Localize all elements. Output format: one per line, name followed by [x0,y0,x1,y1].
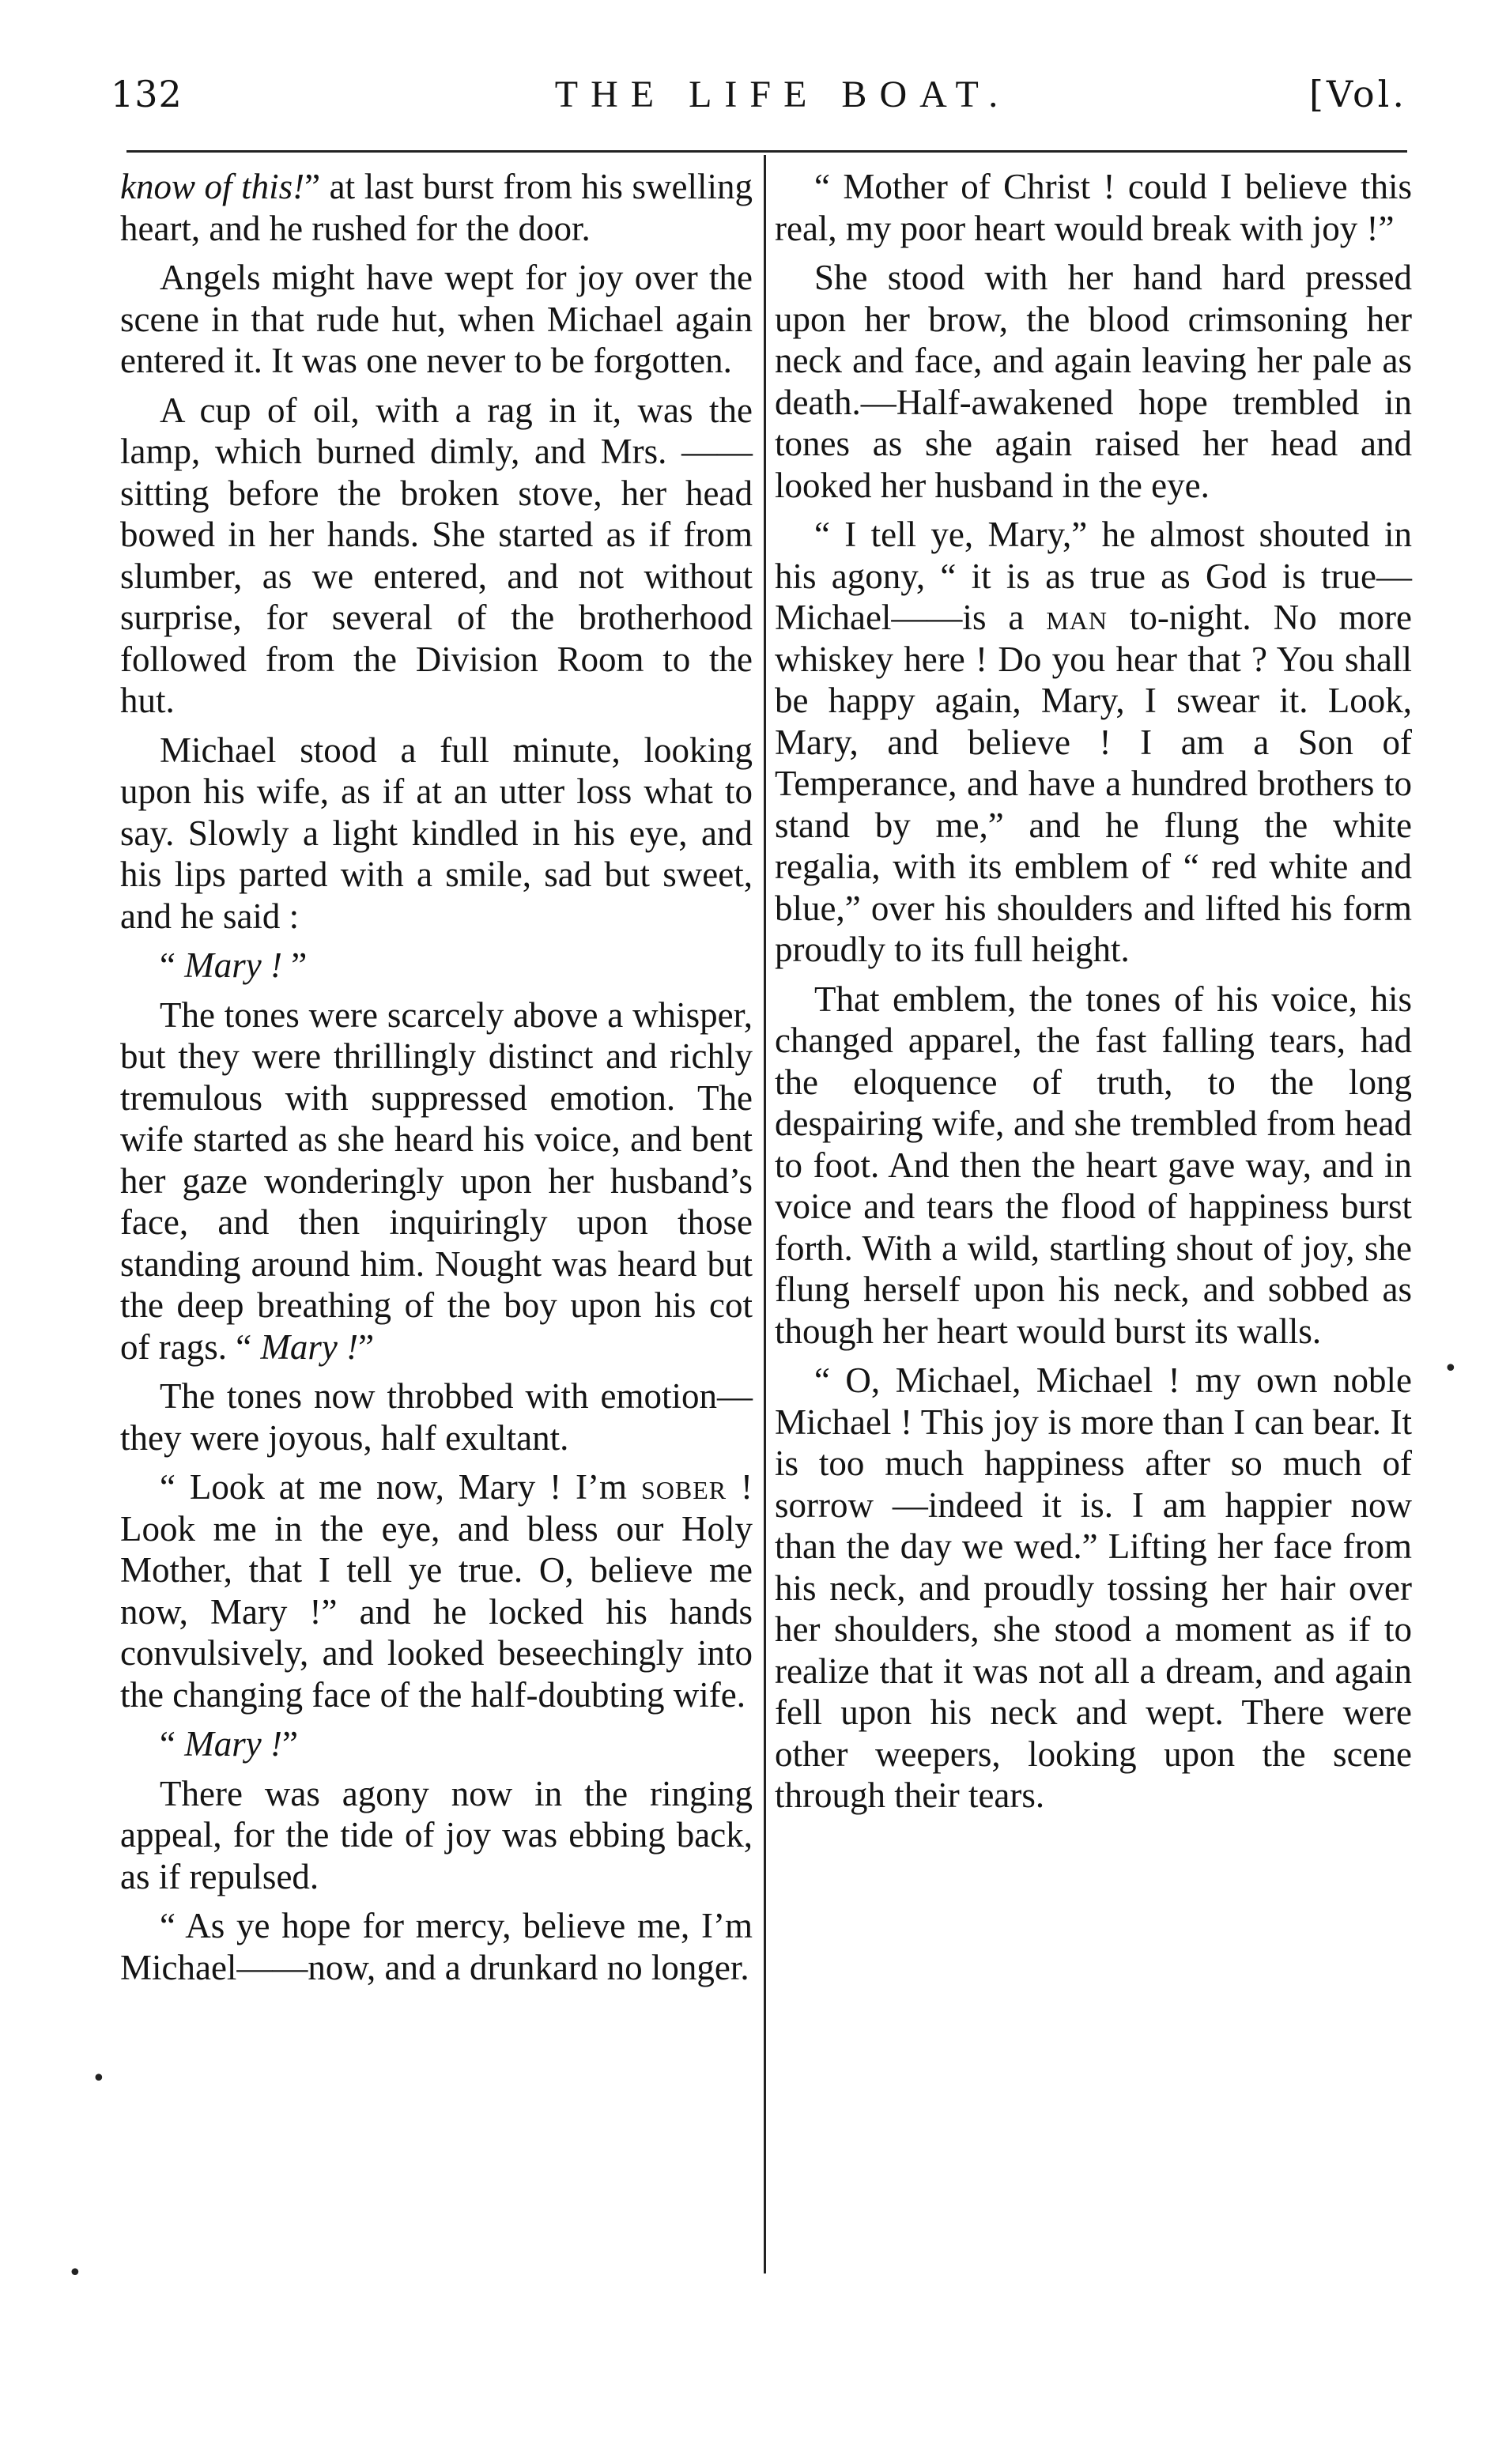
paragraph: There was agony now in the ringing appeal, for the tide of joy was ebbing back, as if repulsed. [120,1773,753,1896]
right-column [775,166,1412,1824]
paragraph: know of this!” at last burst from his swelling heart, and he rushed for the door. [120,167,753,248]
paragraph: “ Mary !” [160,1724,298,1764]
paragraph: “ As ye hope for mercy, believe me, I’m Michael——now, and a drunkard no longer. [120,1906,753,1987]
ink-speck: • [68,2259,82,2287]
paragraph: “ Mother of Christ ! could I believe this real, my poor heart would break with joy !” [775,167,1412,248]
page-header [111,73,1407,128]
ink-speck: • [1444,1355,1458,1383]
paragraph: Michael stood a full minute, looking upon his wife, as if at an utter loss what to say. Slowly a light kindled in his eye, and his lips parted with a smile, sad but sweet, and he said : [120,730,753,936]
page-number: 132 [111,73,183,115]
paragraph: A cup of oil, with a rag in it, was the lamp, which burned dimly, and Mrs. —— sitting before the broken stove, her head bowed in her hands. She started as if from slumber, as we entered, and not without surprise, for several of the brotherhood followed from the Division Room to the hut. [120,390,753,720]
paragraph: “ O, Michael, Michael ! my own noble Michael ! This joy is more than I can bear. It is too much happiness after so much of sorrow —indeed it is. I am happier now than the day we wed.” Lifting her face from his neck, and proudly tossing her hair over her shoulders, she stood a moment as if to realize that it was not all a dream, and again fell upon his neck and wept. There were other weepers, looking upon the scene through their tears. [775,1360,1412,1815]
column-divider [764,155,766,2273]
paragraph: “ I tell ye, Mary,” he almost shouted in his agony, “ it is as true as God is true—Michael——is a man to-night. No more whiskey here ! Do you hear that ? You shall be happy again, Mary, I swear it. Look, Mary, and believe ! I am a Son of Temperance, and have a hundred brothers to stand by me,” and he flung the white regalia, with its emblem of “ red white and blue,” over his shoulders and lifted his form proudly to its full height. [775,515,1412,969]
paragraph: “ Mary ! ” [160,945,308,985]
ink-speck: • [92,2065,106,2092]
volume-label: [Vol. [1309,73,1407,115]
paragraph: That emblem, the tones of his voice, his changed apparel, the fast falling tears, had the eloquence of truth, to the long despairing wife, and she trembled from head to foot. And then the heart gave way, and in voice and tears the flood of happiness burst forth. With a wild, startling shout of joy, she flung herself upon his neck, and sobbed as though her heart would burst its walls. [775,979,1412,1351]
paragraph: Angels might have wept for joy over the scene in that rude hut, when Michael again entered it. It was one never to be forgotten. [120,258,753,380]
paragraph: The tones were scarcely above a whisper, but they were thrillingly distinct and richly tremulous with suppressed emotion. The wife started as she heard his voice, and bent her gaze wonderingly upon her husband’s face, and then inquiringly upon those standing around him. Nought was heard but the deep breathing of the boy upon his cot of rags. “ Mary !” [120,994,753,1367]
paragraph: She stood with her hand hard pressed upon her brow, the blood crimsoning her neck and face, and again leaving her pale as death.—Half-awakened hope trembled in tones as she again raised her head and looked her husband in the eye. [775,258,1412,505]
paragraph: The tones now throbbed with emotion—they were joyous, half exultant. [120,1376,753,1458]
paragraph: “ Look at me now, Mary ! I’m sober ! Look me in the eye, and bless our Holy Mother, that I tell ye true. O, believe me now, Mary !” and he locked his hands convulsively, and looked beseechingly into the changing face of the half-doubting wife. [120,1467,753,1715]
running-title: THE LIFE BOAT. [554,74,1011,115]
left-column [120,166,753,1996]
header-rule [126,150,1407,153]
